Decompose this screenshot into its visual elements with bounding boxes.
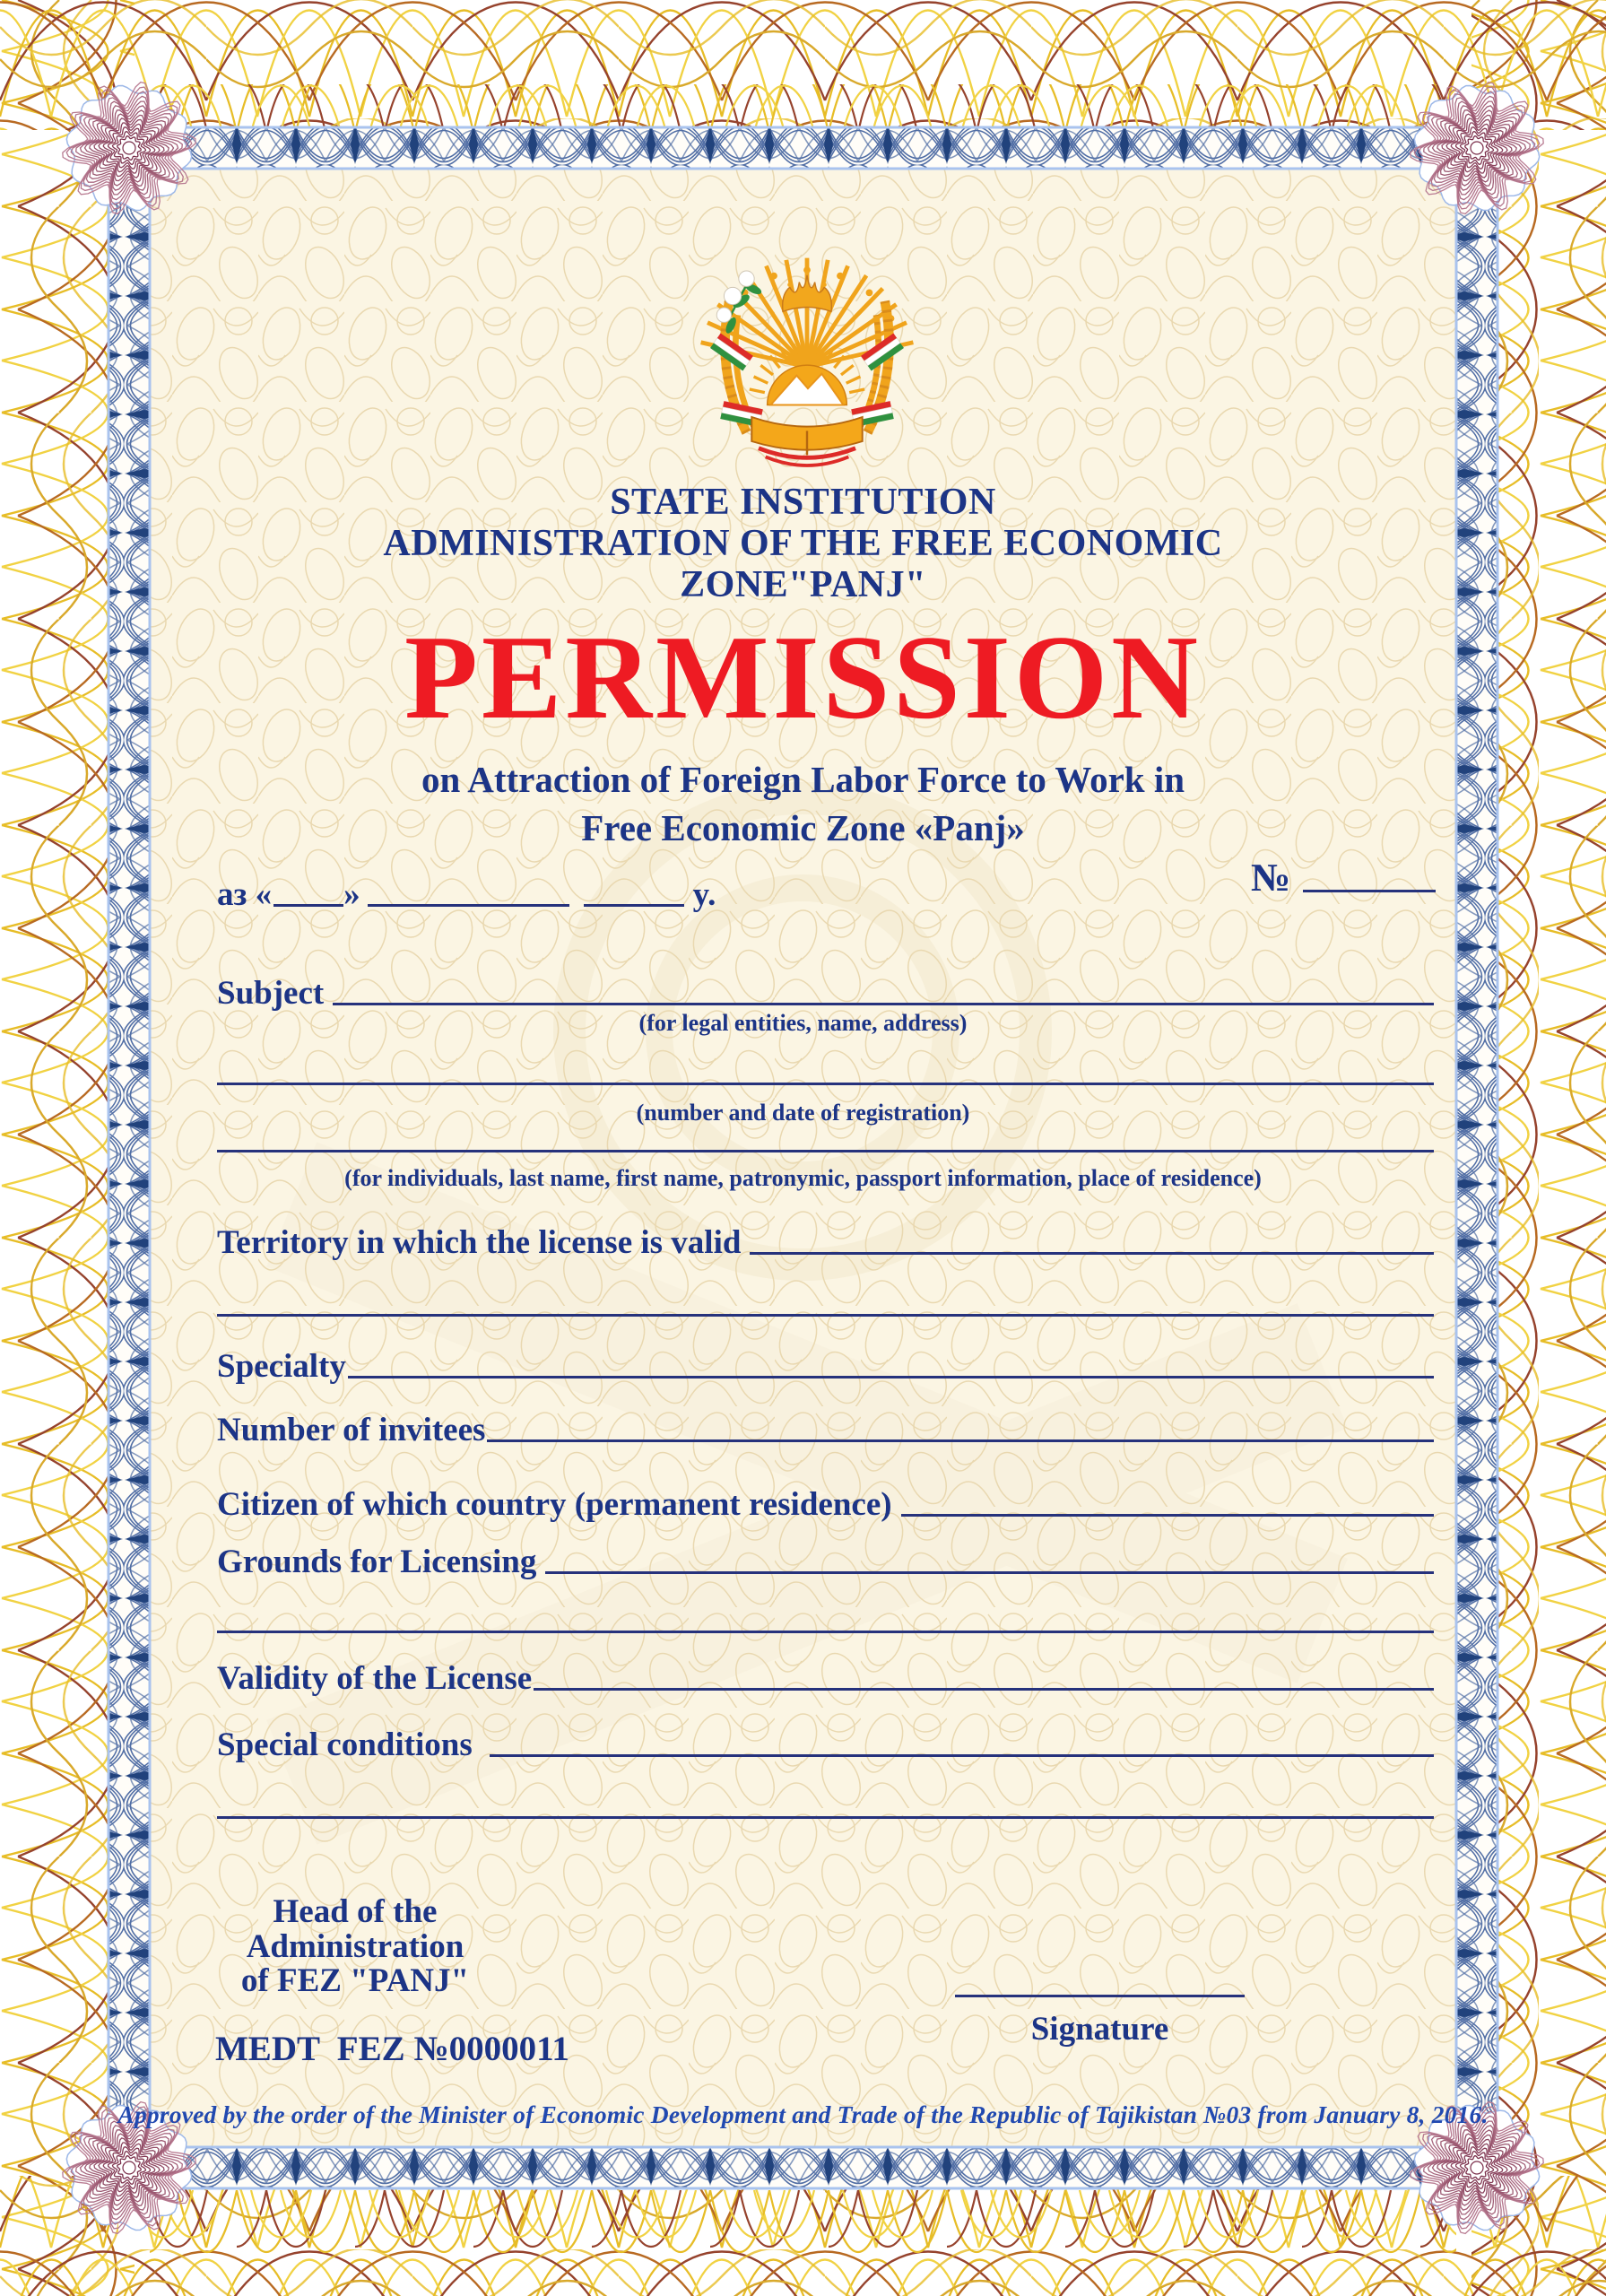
signatory-line-2: Administration: [246, 1927, 464, 1965]
invitees-label: Number of invitees: [217, 1412, 486, 1449]
approval-note: Approved by the order of the Minister of Economic Development and Trade of the Republic of Tajikistan №03 from January 8, 2016.: [117, 2100, 1489, 2128]
subject-row: [217, 967, 1434, 1012]
date-day-blank: [273, 903, 343, 907]
special-conditions-blank: [490, 1753, 1434, 1757]
issue-date-row: [217, 866, 799, 913]
date-prefix-label: аз «: [217, 876, 273, 914]
citizen-row: [217, 1478, 1434, 1523]
number-label: №: [1251, 855, 1291, 900]
grounds-blank-2: [217, 1631, 1434, 1633]
citizen-label: Citizen of which country (permanent residence): [217, 1486, 892, 1524]
org-line-3: ZONE"PANJ": [680, 564, 926, 605]
invitees-blank: [487, 1439, 1434, 1442]
subject-blank: [333, 1002, 1434, 1005]
document-subtitle: [0, 755, 1606, 852]
grounds-row: [217, 1535, 1434, 1580]
validity-label: Validity of the License: [217, 1660, 533, 1698]
date-month-blank: [368, 903, 569, 907]
serial-number: MEDT FEZ №0000011: [215, 2030, 569, 2068]
specialty-label: Specialty: [217, 1348, 346, 1386]
org-line-1: STATE INSTITUTION: [610, 482, 996, 523]
signature-blank: [955, 1995, 1245, 1997]
individuals-blank: [217, 1150, 1434, 1152]
territory-blank-2: [217, 1314, 1434, 1317]
special-conditions-label: Special conditions: [217, 1726, 481, 1764]
citizen-blank: [901, 1513, 1434, 1517]
subtitle-line-2: Free Economic Zone «Panj»: [581, 807, 1025, 848]
territory-label: Territory in which the license is valid: [217, 1224, 742, 1262]
registration-caption: (number and date of registration): [636, 1100, 970, 1126]
document-number-row: [1251, 850, 1463, 899]
org-line-2: ADMINISTRATION OF THE FREE ECONOMIC: [383, 523, 1223, 564]
date-suffix-label: y.: [692, 876, 716, 914]
emblem-book: [751, 417, 862, 465]
coat-of-arms-icon: [686, 213, 928, 475]
special-conditions-row: [217, 1718, 1434, 1763]
special-conditions-blank-2: [217, 1816, 1434, 1819]
signatory-title-block: [230, 1895, 481, 1999]
signature-label: Signature: [1030, 2011, 1169, 2048]
invitees-row: [217, 1404, 1434, 1448]
subject-label: Subject: [217, 975, 325, 1013]
number-blank: [1303, 889, 1436, 892]
specialty-blank: [348, 1375, 1434, 1378]
registration-blank: [217, 1083, 1434, 1085]
specialty-row: [217, 1340, 1434, 1385]
grounds-label: Grounds for Licensing: [217, 1544, 537, 1581]
tajikistan-emblem: [686, 213, 928, 475]
individuals-caption: (for individuals, last name, first name, patronymic, passport information, place of residence): [344, 1165, 1262, 1191]
grounds-blank: [545, 1570, 1434, 1574]
document-title: PERMISSION: [404, 611, 1202, 744]
subject-caption: (for legal entities, name, address): [638, 1010, 968, 1036]
validity-row: [217, 1652, 1434, 1697]
date-year-blank: [584, 903, 684, 907]
territory-blank: [750, 1251, 1434, 1255]
date-close-label: »: [343, 876, 360, 914]
org-name-block: [0, 482, 1606, 605]
signatory-line-3: of FEZ "PANJ": [240, 1962, 470, 1999]
territory-row: [217, 1216, 1434, 1261]
signatory-line-1: Head of the: [273, 1893, 438, 1930]
validity-blank: [534, 1687, 1434, 1691]
subtitle-line-1: on Attraction of Foreign Labor Force to Work in: [421, 759, 1185, 800]
